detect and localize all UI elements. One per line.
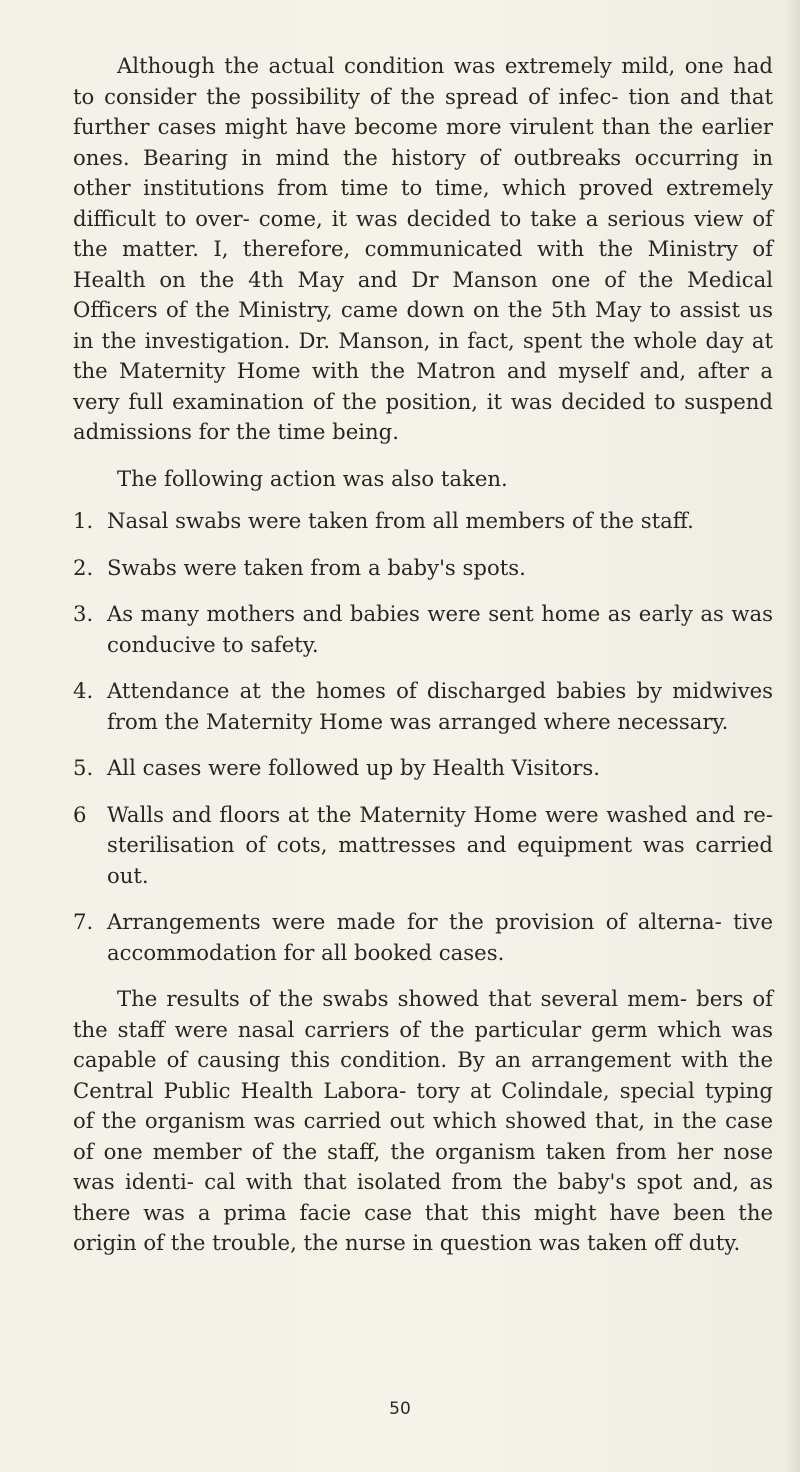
list-item: [73, 506, 773, 537]
list-item-text: Walls and floors at the Maternity Home were washed and re-sterilisation of cots, mattresses and equipment was carried out.: [107, 801, 773, 888]
list-item-text: Swabs were taken from a baby's spots.: [107, 554, 526, 580]
list-item: [73, 800, 773, 892]
body-text: [73, 51, 773, 1259]
action-list: [73, 506, 773, 968]
list-item-text: Arrangements were made for the provision of alterna- tive accommodation for all booked cases.: [107, 909, 773, 965]
paragraph-outbreak-response: Although the actual condition was extremely mild, one had to consider the possibility of the spread of infec- tion and that further cases might have become more virulent than the earlier ones. Bearing in mind the history of outbreaks occurring in other institutions from time to time, which proved extremely difficult to over- come, it was decided to take a serious view of the matter. I, therefore, communicated with the Ministry of Health on the 4th May and Dr Manson one of the Medical Officers of the Ministry, came down on the 5th May to assist us in the investigation. Dr. Manson, in fact, spent the whole day at the Maternity Home with the Matron and myself and, after a very full examination of the position, it was decided to suspend admissions for the time being.: [73, 53, 773, 444]
list-item-text: Attendance at the homes of discharged babies by midwives from the Maternity Home was arranged where necessary.: [107, 678, 773, 734]
list-item-number: 1.: [73, 508, 94, 533]
list-item: [73, 553, 773, 584]
list-item-number: 4.: [73, 678, 94, 703]
list-item-number: 5.: [73, 755, 94, 780]
list-item-number: 7.: [73, 909, 94, 934]
list-item-text: All cases were followed up by Health Visitors.: [107, 755, 600, 780]
page-number: 50: [389, 1399, 411, 1419]
list-item: [73, 907, 773, 968]
page-edge-shadow: [786, 0, 800, 1472]
list-item: [73, 753, 773, 784]
paragraph-swab-results: The results of the swabs showed that several mem- bers of the staff were nasal carriers of the particular germ which was capable of causing this condition. By an arrangement with the Central Public Health Labora- tory at Colindale, special typing of the organism was carried out which showed that, in the case of one member of the staff, the organism taken from her nose was identi- cal with that isolated from the baby's spot and, as there was a prima facie case that this might have been the origin of the trouble, the nurse in question was taken off duty.: [73, 986, 773, 1255]
paragraph-following-action: The following action was also taken.: [117, 465, 508, 491]
list-item: [73, 676, 773, 737]
list-item-text: Nasal swabs were taken from all members of the staff.: [107, 508, 694, 533]
list-item-text: As many mothers and babies were sent home as early as was conducive to safety.: [107, 601, 773, 657]
list-item-number: 3.: [73, 601, 94, 626]
list-item-number: 2.: [73, 554, 94, 580]
list-item: [73, 599, 773, 660]
list-item-number: 6: [73, 801, 87, 827]
